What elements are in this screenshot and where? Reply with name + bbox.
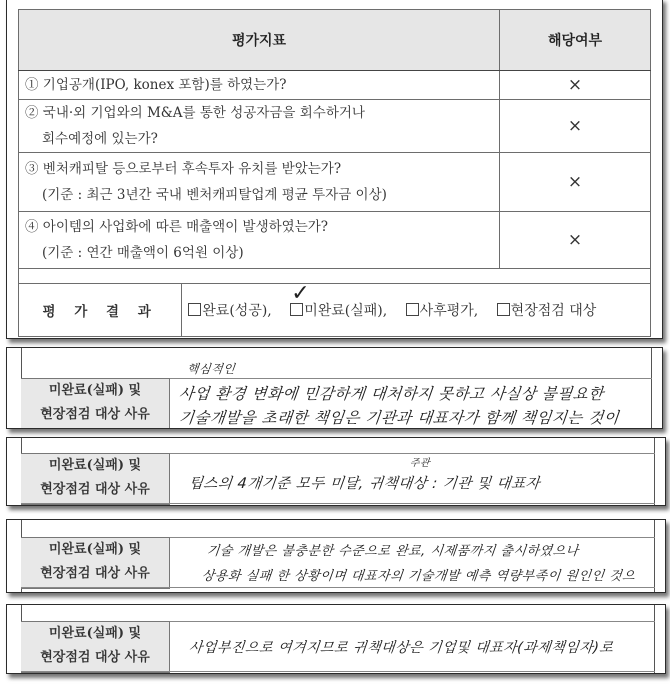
header-indicator: 평가지표 — [19, 10, 500, 71]
reason-label-line1: 미완료(실패) 및 — [48, 383, 142, 398]
applicable-mark-4: × — [500, 212, 651, 269]
applicable-mark-1: × — [500, 71, 651, 100]
handwritten-annotation: 핵심적인 — [186, 362, 237, 376]
reason-label-line1: 미완료(실패) 및 — [48, 458, 142, 473]
result-options — [182, 281, 651, 337]
handwritten-line: 사업부진으로 여겨지므로 귀책대상은 기업및 대표자(과제책임자)로 — [188, 640, 615, 656]
reason-excerpt-1 — [6, 347, 663, 429]
checkbox-onsite-inspection[interactable] — [497, 303, 510, 316]
checkmark-icon: ✓ — [291, 281, 310, 306]
option-incomplete[interactable] — [290, 281, 388, 319]
reason-label-line1: 미완료(실패) 및 — [48, 542, 142, 557]
indicator-text: ③ 벤처캐피탈 등으로부터 후속투자 유치를 받았는가? — [25, 161, 342, 177]
option-complete[interactable] — [188, 303, 271, 319]
table-row — [19, 71, 651, 100]
indicator-text: ② 국내·외 기업와의 M&A를 통한 성공자금을 회수하거나 — [25, 105, 365, 121]
reason-label — [21, 453, 170, 505]
indicator-2 — [19, 100, 500, 153]
handwritten-line: 팁스의 4개기준 모두 미달, 귀책대상 : 기관 및 대표자 — [188, 476, 541, 492]
reason-label — [21, 621, 170, 673]
handwritten-line: 사업 환경 변화에 민감하게 대처하지 못하고 사실상 불필요한 — [177, 385, 605, 403]
header-applicable: 해당여부 — [500, 10, 651, 71]
reason-label-line2: 현장점검 대상 사유 — [40, 407, 150, 422]
indicator-text: ① 기업공개(IPO, konex 포함)를 하였는가? — [25, 77, 287, 93]
divider — [21, 671, 655, 672]
applicable-mark-2: × — [500, 100, 651, 153]
result-label: 평 가 결 과 — [19, 284, 182, 337]
handwritten-line: 상용화 실패 한 상황이며 대표자의 기술개발 예측 역량부족이 원인인 것으 — [201, 569, 637, 584]
indicator-text: ④ 아이템의 사업화에 따른 매출액이 발생하였는가? — [25, 219, 329, 235]
table-row — [19, 153, 651, 212]
reason-label-line2: 현장점검 대상 사유 — [40, 482, 150, 497]
indicator-3 — [19, 153, 500, 212]
table-header-row — [19, 10, 651, 71]
divider — [21, 503, 655, 504]
reason-label — [21, 378, 170, 429]
table-row — [19, 100, 651, 153]
reason-excerpt-3 — [6, 519, 666, 593]
reason-label-line2: 현장점검 대상 사유 — [40, 566, 150, 581]
evaluation-form-panel — [6, 0, 663, 339]
reason-excerpt-4 — [6, 604, 666, 674]
divider — [21, 587, 655, 588]
handwritten-annotation: 주관 — [409, 458, 431, 469]
checkbox-post-evaluation[interactable] — [406, 303, 419, 316]
option-onsite-inspection[interactable] — [497, 303, 597, 319]
indicator-text-cont: 회수예정에 있는가? — [42, 131, 158, 147]
evaluation-table — [18, 9, 651, 337]
indicator-1 — [19, 71, 500, 100]
handwritten-line: 기술개발을 초래한 책임은 기관과 대표자가 함께 책임지는 것이 — [177, 409, 621, 427]
option-label: 미완료(실패), — [304, 303, 388, 319]
indicator-4 — [19, 212, 500, 269]
reason-label — [21, 537, 170, 589]
option-post-evaluation[interactable] — [406, 303, 479, 319]
option-label: 완료(성공), — [202, 303, 272, 319]
table-row — [19, 212, 651, 269]
checkbox-complete[interactable] — [188, 303, 201, 316]
indicator-criteria: (기준 : 최근 3년간 국내 벤처캐피탈업계 평균 투자금 이상) — [42, 187, 387, 203]
option-label: 사후평가, — [419, 303, 479, 319]
evaluation-result-row — [19, 284, 651, 337]
reason-label-line1: 미완료(실패) 및 — [48, 626, 142, 641]
reason-label-line2: 현장점검 대상 사유 — [40, 650, 150, 665]
applicable-mark-3: × — [500, 153, 651, 212]
reason-excerpt-2 — [6, 437, 666, 506]
row-spacer — [19, 269, 651, 284]
indicator-criteria: (기준 : 연간 매출액이 6억원 이상) — [42, 245, 244, 261]
handwritten-line: 기술 개발은 불충분한 수준으로 완료, 시제품까지 출시하였으나 — [206, 544, 580, 559]
option-label: 현장점검 대상 — [510, 303, 597, 319]
